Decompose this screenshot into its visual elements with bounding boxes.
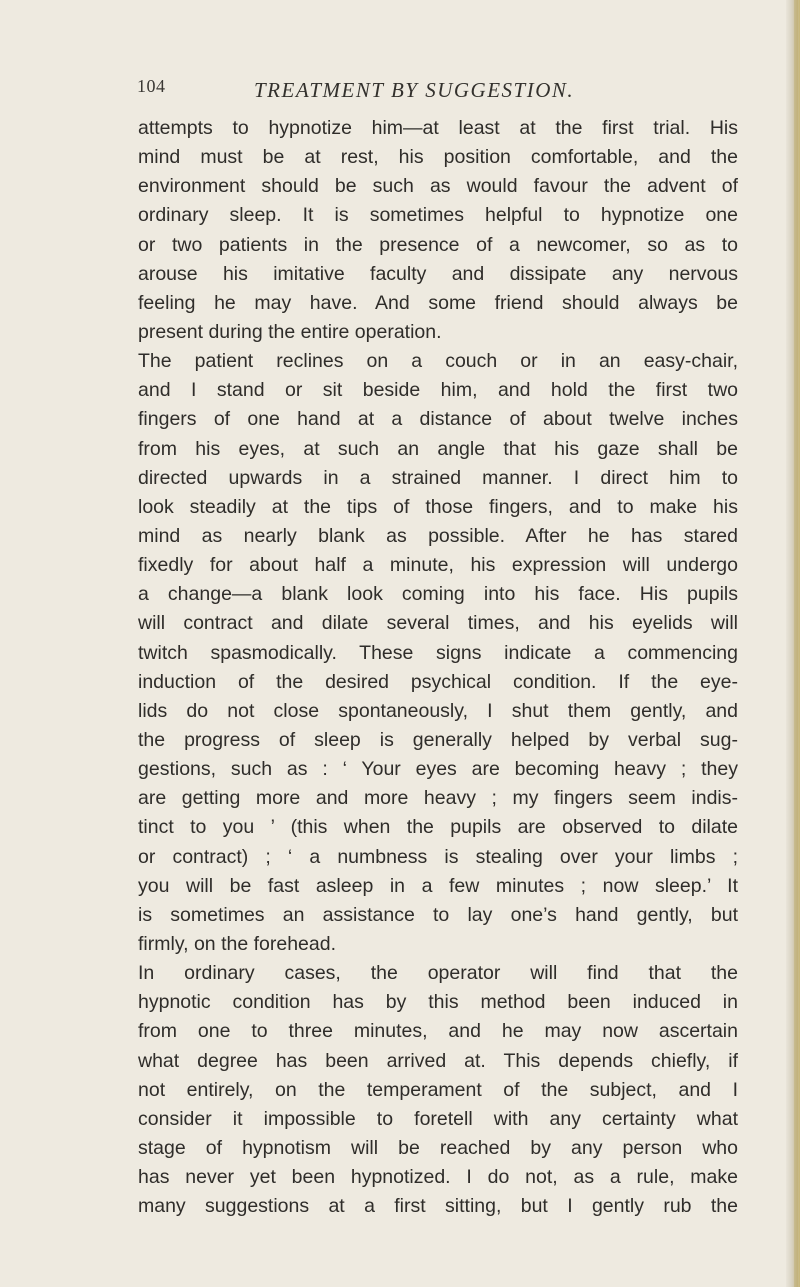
text-line: ordinary sleep. It is sometimes helpful to hypnotize one — [138, 204, 738, 227]
text-line: or two patients in the presence of a newcomer, so as to — [138, 233, 738, 256]
text-line: consider it impossible to foretell with any certainty what — [138, 1107, 738, 1130]
text-line: many suggestions at a first sitting, but I gently rub the — [138, 1195, 738, 1218]
text-line: stage of hypnotism will be reached by any person who — [138, 1136, 738, 1159]
text-line: present during the entire operation. — [138, 320, 442, 343]
text-line: attempts to hypnotize him—at least at the first trial. His — [138, 117, 738, 139]
text-line: or contract) ; ‘ a numbness is stealing over your limbs ; — [138, 845, 738, 868]
text-line: induction of the desired psychical condition. If the eye- — [138, 670, 738, 693]
text-line: lids do not close spontaneously, I shut them gently, and — [138, 699, 738, 722]
text-line: and I stand or sit beside him, and hold the first two — [138, 379, 738, 402]
text-line: is sometimes an assistance to lay one’s hand gently, but — [138, 903, 738, 926]
text-line: mind must be at rest, his position comfortable, and the — [138, 146, 738, 169]
text-line: arouse his imitative faculty and dissipate any nervous — [138, 262, 738, 285]
running-head: TREATMENT BY SUGGESTION. — [254, 78, 575, 102]
page-number: 104 — [137, 76, 166, 96]
page-edge — [786, 0, 800, 1287]
body-text — [138, 114, 738, 1221]
text-line: gestions, such as : ‘ Your eyes are becoming heavy ; they — [138, 758, 738, 781]
text-line: hypnotic condition has by this method been induced in — [138, 991, 738, 1014]
text-line: will contract and dilate several times, and his eyelids will — [138, 612, 738, 635]
text-line: mind as nearly blank as possible. After he has stared — [138, 524, 738, 547]
text-line: what degree has been arrived at. This depends chiefly, if — [138, 1049, 738, 1072]
text-line: has never yet been hypnotized. I do not, as a rule, make — [138, 1166, 738, 1189]
text-line: directed upwards in a strained manner. I direct him to — [138, 466, 738, 489]
text-line: In ordinary cases, the operator will find that the — [138, 962, 738, 985]
text-line: a change—a blank look coming into his face. His pupils — [138, 583, 738, 606]
text-line: The patient reclines on a couch or in an easy-chair, — [138, 350, 738, 373]
text-line: environment should be such as would favour the advent of — [138, 175, 738, 198]
text-line: you will be fast asleep in a few minutes ; now sleep.’ It — [138, 874, 738, 897]
text-line: not entirely, on the temperament of the subject, and I — [138, 1078, 738, 1101]
text-line: firmly, on the forehead. — [138, 932, 336, 955]
text-line: from one to three minutes, and he may now ascertain — [138, 1020, 738, 1043]
text-line: are getting more and more heavy ; my fingers seem indis- — [138, 787, 738, 810]
text-line: the progress of sleep is generally helped by verbal sug- — [138, 728, 738, 751]
page-header — [0, 76, 786, 108]
text-line: feeling he may have. And some friend should always be — [138, 291, 738, 314]
text-line: twitch spasmodically. These signs indicate a commencing — [138, 641, 738, 664]
text-line: look steadily at the tips of those fingers, and to make his — [138, 495, 738, 518]
text-line: fixedly for about half a minute, his expression will undergo — [138, 554, 738, 577]
text-line: fingers of one hand at a distance of about twelve inches — [138, 408, 738, 431]
text-line: tinct to you ’ (this when the pupils are observed to dilate — [138, 816, 738, 839]
text-line: from his eyes, at such an angle that his gaze shall be — [138, 437, 738, 460]
